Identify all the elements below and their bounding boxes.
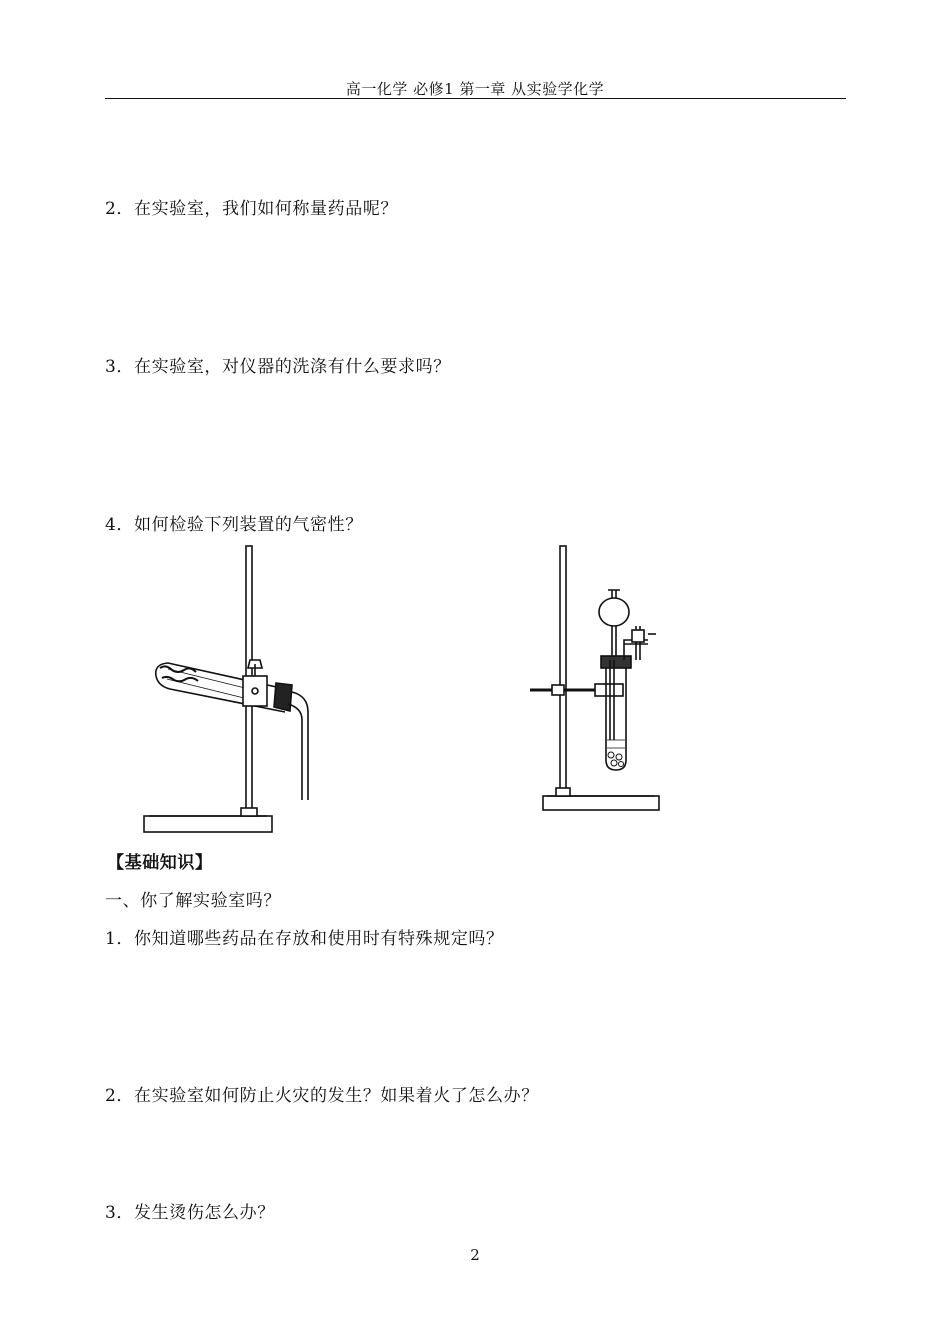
apparatus-left-test-tube <box>144 546 308 832</box>
question-2-weighing: 2．在实验室，我们如何称量药品呢？ <box>105 199 399 219</box>
page-header: 高一化学 必修1 第一章 从实验学化学 <box>345 80 605 98</box>
question-4-airtightness: 4．如何检验下列装置的气密性？ <box>105 515 363 535</box>
section-subtitle: 一、你了解实验室吗？ <box>105 891 281 911</box>
section-title: 【基础知识】 <box>107 853 213 873</box>
basic-question-2: 2．在实验室如何防止火灾的发生？如果着火了怎么办？ <box>105 1086 539 1106</box>
page-number: 2 <box>470 1246 480 1264</box>
basic-question-1: 1．你知道哪些药品在存放和使用时有特殊规定吗？ <box>105 929 504 949</box>
basic-question-3: 3．发生烫伤怎么办？ <box>105 1203 275 1223</box>
apparatus-right-funnel-tube <box>530 546 659 810</box>
question-3-washing: 3．在实验室，对仪器的洗涤有什么要求吗？ <box>105 357 451 377</box>
